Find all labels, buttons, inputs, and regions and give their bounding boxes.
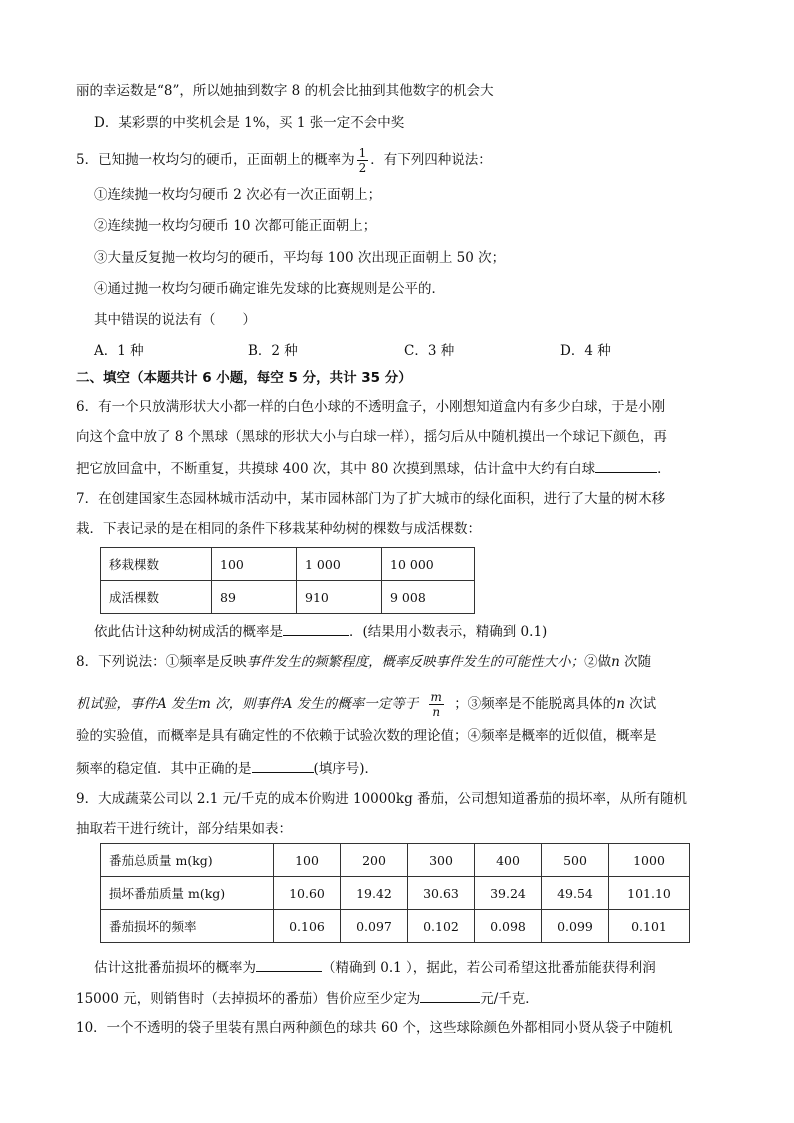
table-cell: 100 [212, 548, 297, 581]
q8-l1-d: n [611, 654, 620, 670]
q8-l1-b: 事件发生的频繁程度，概率反映事件发生的可能性大小； [246, 654, 585, 670]
q8-l2-c: 发生 [166, 696, 199, 712]
q8-l4-a: 频率的稳定值．其中正确的是 [76, 761, 252, 777]
table-cell: 0.102 [408, 910, 475, 943]
table-cell: 1000 [609, 844, 690, 877]
table-cell: 0.098 [475, 910, 542, 943]
table-cell: 9 008 [382, 581, 475, 614]
table-cell: 89 [212, 581, 297, 614]
table-cell: 30.63 [408, 877, 475, 910]
q5-statement-4: ④通过抛一枚均匀硬币确定谁先发球的比赛规则是公平的． [94, 281, 445, 297]
table-row [101, 581, 475, 614]
q7-after-a: 依此估计这种幼树成活的概率是 [94, 624, 283, 640]
table-row [101, 910, 690, 943]
q4-continuation: 丽的幸运数是“8”，所以她抽到数字 8 的机会比抽到其他数字的机会大 [76, 83, 494, 99]
table-cell: 番茄总质量 m(kg) [101, 844, 274, 877]
q4-option-d: D．某彩票的中奖机会是 1%，买 1 张一定不会中奖 [94, 115, 405, 131]
q5-stem-b: ．有下列四种说法： [370, 152, 492, 168]
table-cell: 0.099 [542, 910, 609, 943]
table-row [101, 877, 690, 910]
q5-statement-2: ②连续抛一枚均匀硬币 10 次都可能正面朝上； [94, 218, 377, 234]
q5-option-a: A．1 种 [94, 343, 144, 359]
q8-l1-a: 8．下列说法：①频率是反映 [76, 654, 247, 670]
q7-table [100, 547, 475, 614]
q6-line-3-end: ． [657, 461, 671, 477]
table-cell: 39.24 [475, 877, 542, 910]
q9-line-1: 9．大成蔬菜公司以 2.1 元/千克的成本价购进 10000kg 番茄，公司想知道番茄的损坏率，从所有随机 [76, 791, 688, 807]
q8-l2-b: A [157, 696, 167, 712]
q5-statement-3: ③大量反复抛一枚均匀的硬币，平均每 100 次出现正面朝上 50 次； [94, 250, 506, 266]
table-cell: 200 [341, 844, 408, 877]
q9-after2-a: 15000 元，则销售时（去掉损坏的番茄）售价应至少定为 [76, 991, 421, 1007]
q6-line-3-text: 把它放回盒中，不断重复，共摸球 400 次，其中 80 次摸到黑球，估计盒中大约有白球 [76, 461, 596, 477]
q6-line-1: 6．有一个只放满形状大小都一样的白色小球的不透明盒子，小刚想知道盒内有多少白球，于是小刚 [76, 399, 666, 415]
table-cell: 0.097 [341, 910, 408, 943]
q10-line-1: 10．一个不透明的袋子里装有黑白两种颜色的球共 60 个，这些球除颜色外都相同小贤从袋子中随机 [76, 1020, 673, 1036]
q5-statement-1: ①连续抛一枚均匀硬币 2 次必有一次正面朝上； [94, 187, 382, 203]
q9-answer-blank-2[interactable] [420, 988, 480, 1003]
q8-answer-blank[interactable] [252, 758, 314, 773]
q6-line-2: 向这个盒中放了 8 个黑球（黑球的形状大小与白球一样），摇匀后从中随机摸出一个球记下颜色，再 [76, 429, 667, 445]
q8-frac-num: m [430, 690, 442, 704]
table-cell: 10 000 [382, 548, 475, 581]
q8-l2-j: 次试 [624, 696, 657, 712]
table-cell: 10.60 [274, 877, 341, 910]
table-cell: 损坏番茄质量 m(kg) [101, 877, 274, 910]
q8-line-2 [76, 690, 656, 719]
table-cell: 49.54 [542, 877, 609, 910]
q7-after [94, 621, 547, 641]
q7-after-b: ．(结果用小数表示，精确到 0.1) [349, 624, 548, 640]
q8-l2-a: 机试验，事件 [76, 696, 157, 712]
table-cell: 910 [297, 581, 382, 614]
q5-question: 其中错误的说法有（ ） [94, 312, 256, 328]
table-cell: 成活棵数 [101, 581, 212, 614]
q7-answer-blank[interactable] [283, 621, 349, 636]
q5-fraction [357, 146, 369, 175]
q9-after-1 [94, 957, 656, 977]
table-cell: 101.10 [609, 877, 690, 910]
q5-frac-num: 1 [358, 146, 367, 160]
q8-l1-e: 次随 [619, 654, 652, 670]
q9-after1-b: （精确到 0.1 ），据此，若公司希望这批番茄能获得利润 [322, 960, 656, 976]
q5-option-b: B．2 种 [248, 343, 298, 359]
q6-line-3 [76, 458, 671, 478]
q8-line-1 [76, 653, 651, 671]
q5-frac-den: 2 [358, 161, 367, 175]
q5-option-c: C．3 种 [404, 343, 455, 359]
table-cell: 0.101 [609, 910, 690, 943]
table-row [101, 844, 690, 877]
q6-answer-blank[interactable] [595, 458, 657, 473]
q9-after1-a: 估计这批番茄损坏的概率为 [94, 960, 256, 976]
q7-line-2: 栽．下表记录的是在相同的条件下移栽某种幼树的棵数与成活棵数： [76, 521, 481, 537]
q9-answer-blank-1[interactable] [256, 957, 322, 972]
q8-line-4 [76, 758, 378, 778]
table-cell: 移栽棵数 [101, 548, 212, 581]
table-cell: 19.42 [341, 877, 408, 910]
q9-after-2 [76, 988, 539, 1008]
q5-stem [76, 146, 492, 175]
q8-l1-c: ②做 [584, 654, 612, 670]
q8-line-3: 验的实验值，而概率是具有确定性的不依赖于试验次数的理论值；④频率是概率的近似值，概率是 [76, 728, 657, 744]
q8-l2-f: A [282, 696, 293, 712]
table-cell: 0.106 [274, 910, 341, 943]
q8-l2-e: 次，则事件 [210, 696, 283, 712]
table-cell: 300 [408, 844, 475, 877]
table-cell: 1 000 [297, 548, 382, 581]
q8-l2-h: ；③频率是不能脱离具体的 [454, 696, 617, 712]
q8-fraction [429, 690, 444, 719]
q5-stem-a: 5．已知抛一枚均匀的硬币，正面朝上的概率为 [76, 152, 355, 168]
q9-table [100, 843, 690, 943]
q7-line-1: 7．在创建国家生态园林城市活动中，某市园林部门为了扩大城市的绿化面积，进行了大量的树木移 [76, 491, 666, 507]
q8-l4-b: (填序号)． [313, 761, 379, 777]
table-cell: 400 [475, 844, 542, 877]
q8-l2-i: n [616, 696, 625, 712]
q8-l2-g: 发生的概率一定等于 [292, 696, 419, 712]
q5-option-d: D．4 种 [560, 343, 611, 359]
section-heading: 二、填空（本题共计 6 小题，每空 5 分，共计 35 分） [76, 370, 412, 386]
table-row [101, 548, 475, 581]
q8-frac-den: n [432, 705, 441, 719]
table-cell: 100 [274, 844, 341, 877]
table-cell: 500 [542, 844, 609, 877]
table-cell: 番茄损坏的频率 [101, 910, 274, 943]
q8-l2-d: m [198, 696, 211, 712]
q9-after2-b: 元/千克． [480, 991, 539, 1007]
q9-line-2: 抽取若干进行统计，部分结果如表： [76, 821, 292, 837]
